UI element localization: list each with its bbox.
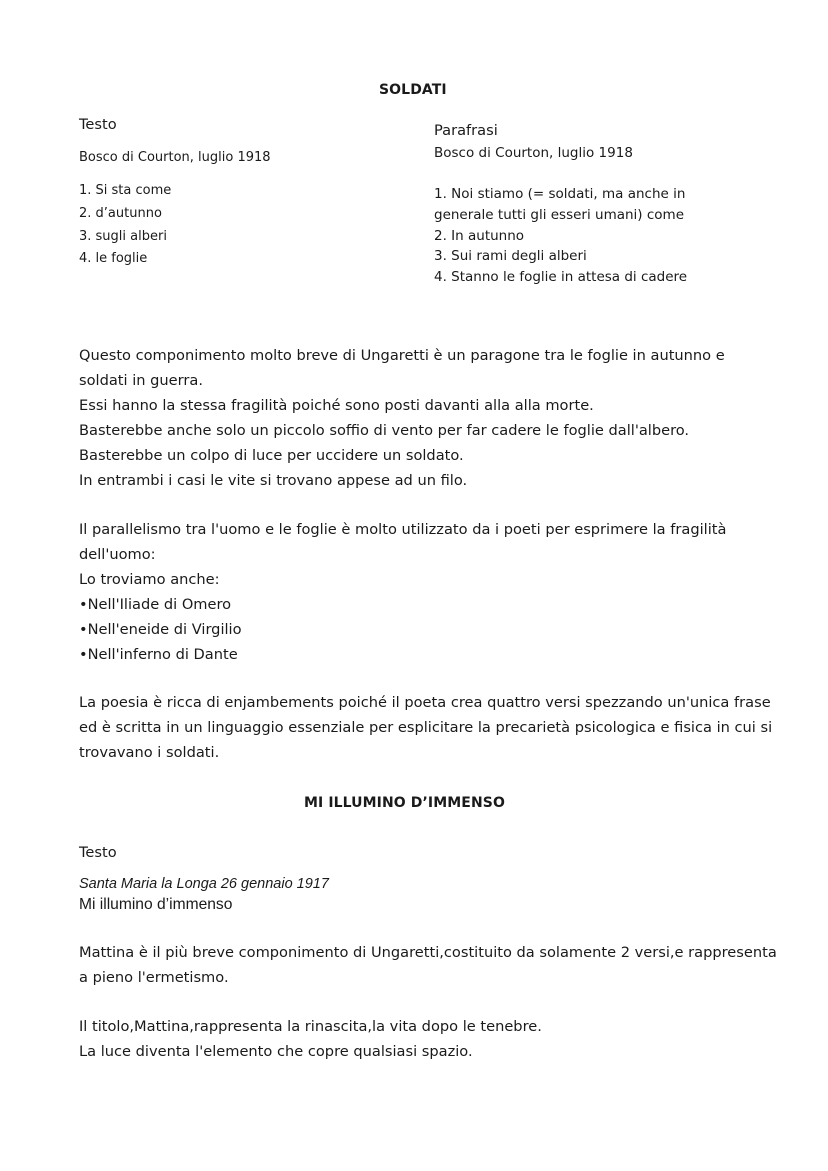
testo-verse: 2. d’autunno xyxy=(79,206,162,221)
paragraph-line: Basterebbe anche solo un piccolo soffio di vento per far cadere le foglie dall'albero. xyxy=(79,422,690,439)
paragraph-line: In entrambi i casi le vite si trovano appese ad un filo. xyxy=(79,472,468,489)
paragraph-line: Il titolo,Mattina,rappresenta la rinascita,la vita dopo le tenebre. xyxy=(79,1018,542,1035)
paragraph-line: Mattina è il più breve componimento di Ungaretti,costituito da solamente 2 versi,e rappresenta xyxy=(79,944,777,961)
section-title-mattina: MI ILLUMINO D’IMMENSO xyxy=(304,795,505,811)
paragraph-line: trovavano i soldati. xyxy=(79,744,220,761)
testo-heading: Testo xyxy=(79,116,117,133)
paragraph-line: ed è scritta in un linguaggio essenziale per esplicitare la precarietà psicologica e fisica in cui si xyxy=(79,719,773,736)
paragraph-line: La poesia è ricca di enjambements poiché il poeta crea quattro versi spezzando un'unica frase xyxy=(79,694,771,711)
parafrasi-line: 4. Stanno le foglie in attesa di cadere xyxy=(434,269,688,285)
parafrasi-heading: Parafrasi xyxy=(434,122,498,139)
paragraph-line: Questo componimento molto breve di Ungaretti è un paragone tra le foglie in autunno e xyxy=(79,347,725,364)
parafrasi-line: 2. In autunno xyxy=(434,228,525,244)
list-item: •Nell'inferno di Dante xyxy=(79,646,238,663)
parafrasi-line: generale tutti gli esseri umani) come xyxy=(434,207,685,223)
paragraph-line: dell'uomo: xyxy=(79,546,156,563)
testo-verse: 4. le foglie xyxy=(79,251,148,266)
mattina-verse: Mi illumino d’immenso xyxy=(79,896,233,913)
list-item: •Nell'Iliade di Omero xyxy=(79,596,232,613)
list-item: •Nell'eneide di Virgilio xyxy=(79,621,242,638)
parafrasi-line: 3. Sui rami degli alberi xyxy=(434,248,587,264)
parafrasi-place-date: Bosco di Courton, luglio 1918 xyxy=(434,145,633,161)
mattina-testo-heading: Testo xyxy=(79,844,117,861)
paragraph-line: Essi hanno la stessa fragilità poiché sono posti davanti alla alla morte. xyxy=(79,397,594,414)
paragraph-line: Lo troviamo anche: xyxy=(79,571,220,588)
paragraph-line: La luce diventa l'elemento che copre qualsiasi spazio. xyxy=(79,1043,473,1060)
paragraph-line: soldati in guerra. xyxy=(79,372,203,389)
paragraph-line: Il parallelismo tra l'uomo e le foglie è molto utilizzato da i poeti per esprimere la fragilità xyxy=(79,521,727,538)
testo-verse: 3. sugli alberi xyxy=(79,229,167,244)
section-title-soldati: SOLDATI xyxy=(379,82,447,98)
testo-verse: 1. Si sta come xyxy=(79,183,172,198)
testo-place-date: Bosco di Courton, luglio 1918 xyxy=(79,150,271,165)
paragraph-line: Basterebbe un colpo di luce per uccidere un soldato. xyxy=(79,447,464,464)
paragraph-line: a pieno l'ermetismo. xyxy=(79,969,229,986)
mattina-place-date: Santa Maria la Longa 26 gennaio 1917 xyxy=(79,876,329,892)
parafrasi-line: 1. Noi stiamo (= soldati, ma anche in xyxy=(434,186,686,202)
